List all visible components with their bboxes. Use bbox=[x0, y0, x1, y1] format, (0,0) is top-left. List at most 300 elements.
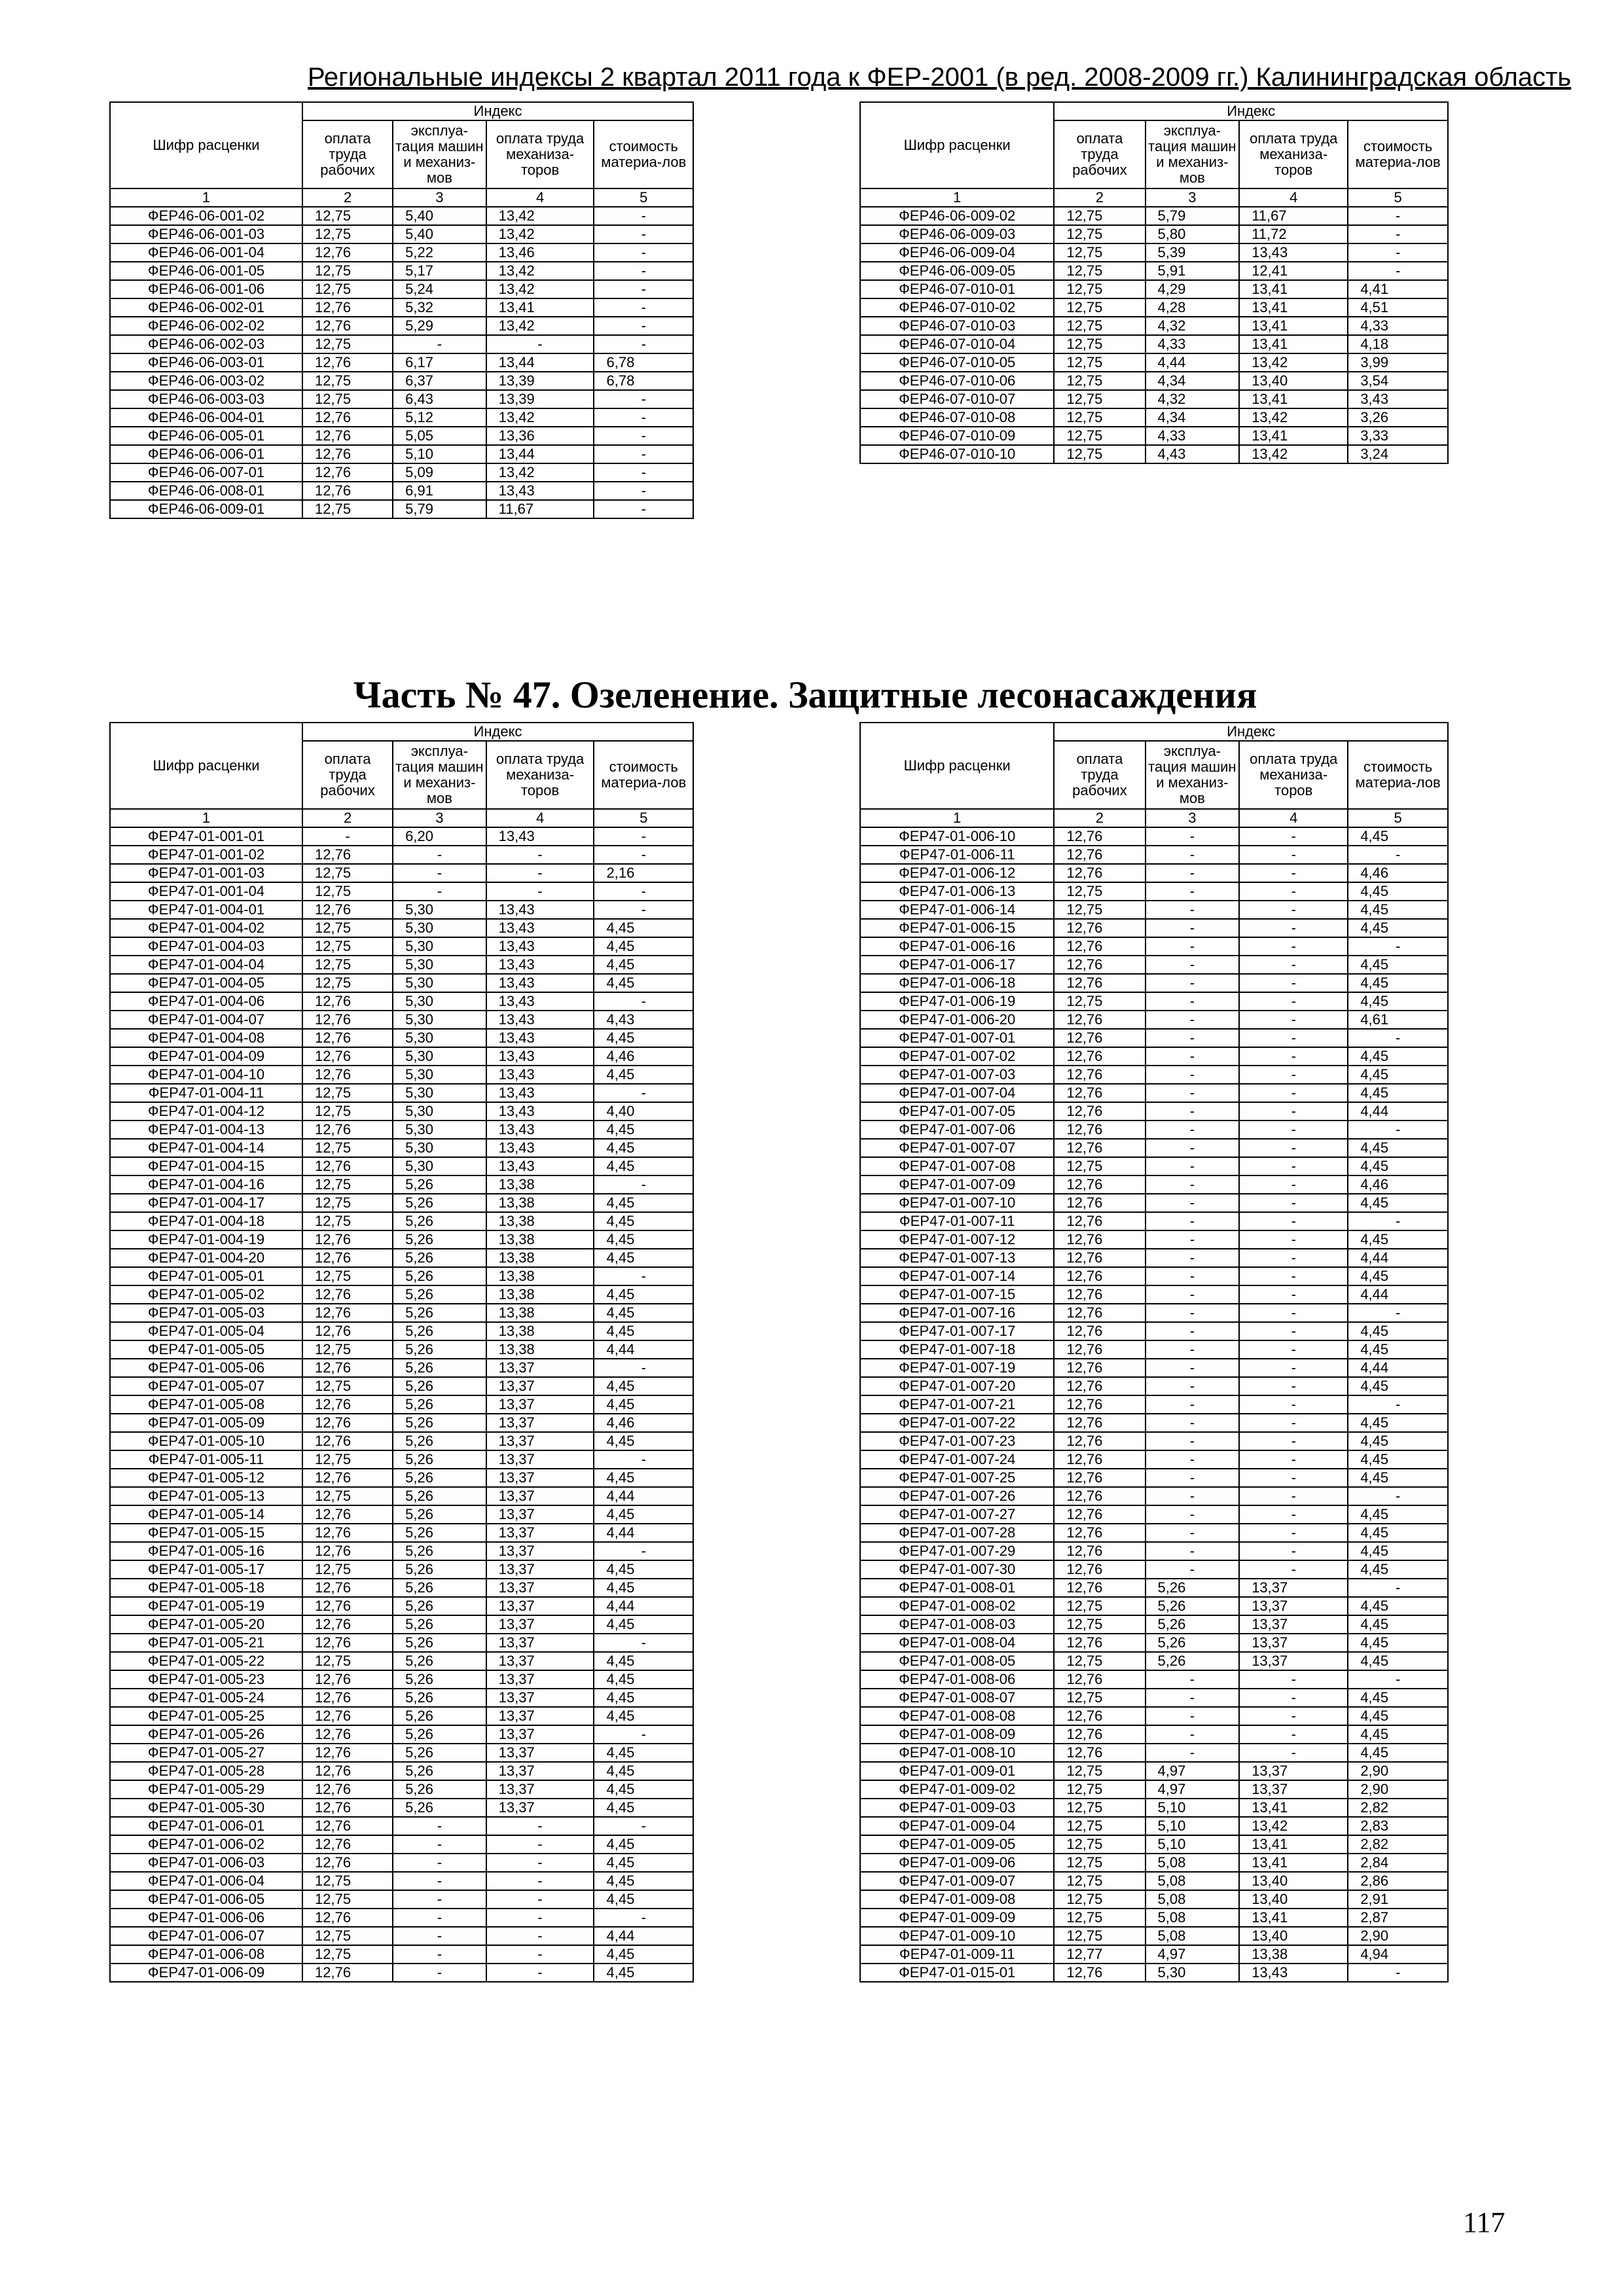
table-row bbox=[860, 1652, 1448, 1670]
index-value-cell: 4,45 bbox=[594, 1377, 693, 1395]
index-value-cell: 4,97 bbox=[1146, 1762, 1240, 1780]
rate-code-cell: ФЕР47-01-007-22 bbox=[860, 1414, 1054, 1432]
index-value-cell: 5,26 bbox=[393, 1762, 486, 1780]
index-value-cell: - bbox=[393, 846, 486, 864]
table-row bbox=[110, 1707, 693, 1725]
index-value-cell: 12,75 bbox=[1054, 1872, 1145, 1890]
table-row bbox=[860, 1267, 1448, 1285]
index-value-cell: 3,24 bbox=[1348, 445, 1448, 463]
column-number: 2 bbox=[1054, 188, 1145, 207]
index-value-cell: 12,75 bbox=[302, 390, 393, 408]
index-value-cell: 3,54 bbox=[1348, 372, 1448, 390]
index-value-cell: - bbox=[594, 500, 693, 518]
rate-code-cell: ФЕР47-01-008-01 bbox=[860, 1579, 1054, 1597]
table-row bbox=[110, 1890, 693, 1909]
rate-code-cell: ФЕР47-01-007-24 bbox=[860, 1450, 1054, 1469]
index-value-cell: - bbox=[486, 864, 594, 882]
index-value-cell: 12,76 bbox=[1054, 1744, 1145, 1762]
index-value-cell: 12,76 bbox=[302, 1121, 393, 1139]
index-value-cell: - bbox=[1239, 901, 1348, 919]
table-row bbox=[110, 1689, 693, 1707]
index-value-cell: 13,42 bbox=[1239, 408, 1348, 427]
column-header-labor: оплата труда рабочих bbox=[1054, 120, 1145, 188]
index-value-cell: 12,41 bbox=[1239, 262, 1348, 280]
rate-code-cell: ФЕР47-01-005-17 bbox=[110, 1560, 302, 1579]
index-value-cell: 13,43 bbox=[486, 1157, 594, 1175]
table-row bbox=[110, 1340, 693, 1359]
index-value-cell: 4,45 bbox=[594, 1744, 693, 1762]
table-row bbox=[860, 1634, 1448, 1652]
index-value-cell: - bbox=[1146, 1524, 1240, 1542]
index-value-cell: 5,08 bbox=[1146, 1890, 1240, 1909]
index-value-cell: 12,75 bbox=[302, 1945, 393, 1964]
rate-code-cell: ФЕР47-01-007-06 bbox=[860, 1121, 1054, 1139]
rate-code-cell: ФЕР47-01-007-08 bbox=[860, 1157, 1054, 1175]
table-row bbox=[860, 445, 1448, 463]
index-value-cell: - bbox=[486, 846, 594, 864]
index-value-cell: 4,51 bbox=[1348, 298, 1448, 317]
index-value-cell: 2,87 bbox=[1348, 1909, 1448, 1927]
table-row bbox=[110, 1450, 693, 1469]
table-row bbox=[860, 280, 1448, 298]
index-value-cell: 6,91 bbox=[393, 482, 486, 500]
index-value-cell: 5,30 bbox=[393, 1084, 486, 1102]
index-value-cell: 12,75 bbox=[1054, 427, 1145, 445]
table-row bbox=[860, 1964, 1448, 1982]
index-value-cell: 13,38 bbox=[1239, 1945, 1348, 1964]
rate-code-cell: ФЕР47-01-007-21 bbox=[860, 1395, 1054, 1414]
index-value-cell: 4,45 bbox=[1348, 919, 1448, 937]
index-value-cell: 12,76 bbox=[1054, 1469, 1145, 1487]
index-value-cell: 12,76 bbox=[1054, 864, 1145, 882]
index-value-cell: - bbox=[1146, 937, 1240, 956]
index-value-cell: - bbox=[1239, 1707, 1348, 1725]
column-header-labor: оплата труда рабочих bbox=[302, 741, 393, 809]
index-value-cell: - bbox=[1239, 1469, 1348, 1487]
index-value-cell: - bbox=[1239, 1450, 1348, 1469]
index-value-cell: 12,75 bbox=[302, 937, 393, 956]
table-row bbox=[860, 1377, 1448, 1395]
index-value-cell: 5,26 bbox=[1146, 1597, 1240, 1615]
index-value-cell: 13,44 bbox=[486, 353, 594, 372]
index-value-cell: 13,37 bbox=[486, 1780, 594, 1799]
column-header-materials: стоимость материа-лов bbox=[1348, 120, 1448, 188]
table-row bbox=[110, 1579, 693, 1597]
index-value-cell: 12,75 bbox=[302, 372, 393, 390]
index-value-cell: 4,28 bbox=[1146, 298, 1240, 317]
table-row bbox=[110, 1835, 693, 1854]
index-value-cell: 13,37 bbox=[486, 1652, 594, 1670]
table-row bbox=[110, 335, 693, 353]
rate-code-cell: ФЕР47-01-005-21 bbox=[110, 1634, 302, 1652]
index-value-cell: 12,76 bbox=[302, 408, 393, 427]
index-value-cell: 4,45 bbox=[1348, 1157, 1448, 1175]
rate-code-cell: ФЕР47-01-005-07 bbox=[110, 1377, 302, 1395]
rate-code-cell: ФЕР46-06-005-01 bbox=[110, 427, 302, 445]
index-value-cell: - bbox=[1239, 827, 1348, 846]
index-value-cell: - bbox=[594, 1725, 693, 1744]
index-value-cell: - bbox=[1239, 1047, 1348, 1066]
index-value-cell: 13,43 bbox=[486, 974, 594, 992]
column-header-index: Индекс bbox=[302, 102, 693, 120]
index-value-cell: - bbox=[1146, 992, 1240, 1011]
index-value-cell: - bbox=[1146, 1414, 1240, 1432]
index-value-cell: 12,76 bbox=[302, 1011, 393, 1029]
index-value-cell: 4,45 bbox=[1348, 1597, 1448, 1615]
rate-code-cell: ФЕР47-01-007-09 bbox=[860, 1175, 1054, 1194]
column-header-materials: стоимость материа-лов bbox=[594, 741, 693, 809]
index-value-cell: 12,75 bbox=[1054, 1799, 1145, 1817]
rate-code-cell: ФЕР47-01-005-22 bbox=[110, 1652, 302, 1670]
index-value-cell: 5,08 bbox=[1146, 1927, 1240, 1945]
index-value-cell: 13,37 bbox=[486, 1395, 594, 1414]
index-value-cell: 12,75 bbox=[302, 974, 393, 992]
index-value-cell: 4,45 bbox=[1348, 827, 1448, 846]
index-value-cell: 13,41 bbox=[486, 298, 594, 317]
index-value-cell: - bbox=[1146, 1469, 1240, 1487]
column-header-operator: оплата труда механиза-торов bbox=[1239, 120, 1348, 188]
index-value-cell: 4,18 bbox=[1348, 335, 1448, 353]
rate-code-cell: ФЕР47-01-007-25 bbox=[860, 1469, 1054, 1487]
rate-code-cell: ФЕР46-06-009-04 bbox=[860, 243, 1054, 262]
index-value-cell: 3,33 bbox=[1348, 427, 1448, 445]
index-value-cell: - bbox=[1348, 1395, 1448, 1414]
index-value-cell: - bbox=[594, 992, 693, 1011]
index-value-cell: 4,32 bbox=[1146, 390, 1240, 408]
index-value-cell: 5,30 bbox=[393, 956, 486, 974]
index-value-cell: - bbox=[1146, 1450, 1240, 1469]
rate-code-cell: ФЕР47-01-009-11 bbox=[860, 1945, 1054, 1964]
table-row bbox=[110, 956, 693, 974]
index-value-cell: 5,26 bbox=[393, 1230, 486, 1249]
index-value-cell: 12,76 bbox=[302, 1725, 393, 1744]
index-value-cell: 2,90 bbox=[1348, 1927, 1448, 1945]
index-value-cell: - bbox=[1239, 1084, 1348, 1102]
rate-code-cell: ФЕР47-01-006-19 bbox=[860, 992, 1054, 1011]
index-value-cell: 12,75 bbox=[302, 262, 393, 280]
index-value-cell: 12,76 bbox=[302, 1634, 393, 1652]
index-value-cell: 12,75 bbox=[1054, 243, 1145, 262]
index-value-cell: - bbox=[486, 1927, 594, 1945]
index-value-cell: - bbox=[486, 1945, 594, 1964]
table-row bbox=[860, 1249, 1448, 1267]
index-value-cell: 13,37 bbox=[486, 1560, 594, 1579]
rate-code-cell: ФЕР47-01-004-05 bbox=[110, 974, 302, 992]
index-value-cell: - bbox=[1239, 1230, 1348, 1249]
column-header-machine: эксплуа-тация машин и механиз-мов bbox=[1146, 741, 1240, 809]
index-value-cell: - bbox=[1239, 1102, 1348, 1121]
index-value-cell: - bbox=[1146, 1084, 1240, 1102]
index-value-cell: 5,26 bbox=[393, 1469, 486, 1487]
rate-code-cell: ФЕР47-01-007-05 bbox=[860, 1102, 1054, 1121]
table-row bbox=[860, 1304, 1448, 1322]
index-value-cell: - bbox=[393, 1872, 486, 1890]
index-value-cell: 12,75 bbox=[1054, 1890, 1145, 1909]
index-value-cell: - bbox=[486, 1872, 594, 1890]
table-row bbox=[110, 445, 693, 463]
column-number: 4 bbox=[486, 188, 594, 207]
index-value-cell: 2,91 bbox=[1348, 1890, 1448, 1909]
index-value-cell: - bbox=[486, 1854, 594, 1872]
rate-code-cell: ФЕР47-01-005-04 bbox=[110, 1322, 302, 1340]
index-value-cell: 12,75 bbox=[302, 1927, 393, 1945]
index-value-cell: - bbox=[1146, 1066, 1240, 1084]
index-value-cell: 13,37 bbox=[486, 1615, 594, 1634]
index-value-cell: 12,76 bbox=[302, 846, 393, 864]
index-value-cell: - bbox=[594, 280, 693, 298]
index-value-cell: - bbox=[1239, 1066, 1348, 1084]
rate-code-cell: ФЕР47-01-007-04 bbox=[860, 1084, 1054, 1102]
index-value-cell: 4,94 bbox=[1348, 1945, 1448, 1964]
table-row bbox=[860, 1744, 1448, 1762]
index-value-cell: 5,30 bbox=[393, 901, 486, 919]
index-value-cell: 13,43 bbox=[1239, 243, 1348, 262]
index-value-cell: - bbox=[594, 1084, 693, 1102]
table-row bbox=[110, 500, 693, 518]
index-value-cell: 12,76 bbox=[302, 1249, 393, 1267]
column-number: 3 bbox=[393, 809, 486, 827]
rate-code-cell: ФЕР47-01-008-10 bbox=[860, 1744, 1054, 1762]
table-row bbox=[860, 390, 1448, 408]
column-number: 1 bbox=[860, 809, 1054, 827]
rate-code-cell: ФЕР47-01-004-08 bbox=[110, 1029, 302, 1047]
index-value-cell: 4,45 bbox=[594, 1194, 693, 1212]
table-row bbox=[860, 827, 1448, 846]
index-value-cell: 4,41 bbox=[1348, 280, 1448, 298]
index-value-cell: 13,37 bbox=[486, 1469, 594, 1487]
index-value-cell: 4,45 bbox=[1348, 1689, 1448, 1707]
table-row bbox=[110, 1432, 693, 1450]
table-row bbox=[860, 1927, 1448, 1945]
column-header-machine: эксплуа-тация машин и механиз-мов bbox=[1146, 120, 1240, 188]
table-row bbox=[110, 1560, 693, 1579]
rate-code-cell: ФЕР46-07-010-08 bbox=[860, 408, 1054, 427]
rate-code-cell: ФЕР47-01-007-16 bbox=[860, 1304, 1054, 1322]
index-value-cell: - bbox=[1348, 1029, 1448, 1047]
index-value-cell: 5,26 bbox=[393, 1414, 486, 1432]
index-value-cell: 13,43 bbox=[486, 937, 594, 956]
table-row bbox=[860, 1909, 1448, 1927]
index-value-cell: 13,37 bbox=[486, 1670, 594, 1689]
index-value-cell: - bbox=[1239, 1670, 1348, 1689]
table-row bbox=[860, 1230, 1448, 1249]
table-row bbox=[860, 1707, 1448, 1725]
rate-code-cell: ФЕР47-01-006-07 bbox=[110, 1927, 302, 1945]
index-value-cell: 4,45 bbox=[594, 1652, 693, 1670]
index-value-cell: 12,75 bbox=[1054, 317, 1145, 335]
index-value-cell: 6,17 bbox=[393, 353, 486, 372]
index-value-cell: - bbox=[1146, 901, 1240, 919]
index-value-cell: 5,26 bbox=[1146, 1579, 1240, 1597]
index-value-cell: - bbox=[1239, 1505, 1348, 1524]
index-value-cell: - bbox=[1239, 1340, 1348, 1359]
index-value-cell: 12,76 bbox=[302, 1524, 393, 1542]
index-value-cell: 12,76 bbox=[302, 317, 393, 335]
index-value-cell: - bbox=[1239, 1175, 1348, 1194]
index-value-cell: - bbox=[1146, 1542, 1240, 1560]
index-value-cell: 12,76 bbox=[302, 243, 393, 262]
index-value-cell: 5,26 bbox=[393, 1450, 486, 1469]
index-value-cell: 5,22 bbox=[393, 243, 486, 262]
index-value-cell: 4,45 bbox=[1348, 1560, 1448, 1579]
table-row bbox=[860, 317, 1448, 335]
table-row bbox=[860, 1469, 1448, 1487]
rate-code-cell: ФЕР46-07-010-10 bbox=[860, 445, 1054, 463]
index-value-cell: 5,26 bbox=[393, 1487, 486, 1505]
index-value-cell: 4,44 bbox=[1348, 1249, 1448, 1267]
rate-code-cell: ФЕР46-07-010-03 bbox=[860, 317, 1054, 335]
index-value-cell: 12,75 bbox=[302, 1175, 393, 1194]
index-value-cell: 4,45 bbox=[594, 1560, 693, 1579]
table-row bbox=[860, 1047, 1448, 1066]
index-value-cell: 12,76 bbox=[1054, 1102, 1145, 1121]
index-value-cell: 4,45 bbox=[594, 1322, 693, 1340]
rate-code-cell: ФЕР47-01-005-19 bbox=[110, 1597, 302, 1615]
index-value-cell: 4,45 bbox=[1348, 1340, 1448, 1359]
column-number: 5 bbox=[1348, 188, 1448, 207]
rate-code-cell: ФЕР47-01-006-20 bbox=[860, 1011, 1054, 1029]
index-value-cell: 13,37 bbox=[486, 1579, 594, 1597]
index-value-cell: 12,76 bbox=[302, 1817, 393, 1835]
index-value-cell: 13,38 bbox=[486, 1340, 594, 1359]
index-value-cell: 4,45 bbox=[594, 1304, 693, 1322]
index-value-cell: 13,43 bbox=[486, 1121, 594, 1139]
index-value-cell: 5,26 bbox=[393, 1395, 486, 1414]
index-value-cell: - bbox=[1239, 1029, 1348, 1047]
index-value-cell: 5,30 bbox=[1146, 1964, 1240, 1982]
column-number: 1 bbox=[860, 188, 1054, 207]
rate-code-cell: ФЕР46-06-009-05 bbox=[860, 262, 1054, 280]
index-value-cell: 12,75 bbox=[1054, 1780, 1145, 1799]
index-value-cell: - bbox=[1146, 1670, 1240, 1689]
rate-code-cell: ФЕР47-01-001-03 bbox=[110, 864, 302, 882]
index-value-cell: 5,26 bbox=[393, 1780, 486, 1799]
index-value-cell: 12,76 bbox=[302, 1854, 393, 1872]
index-value-cell: 5,30 bbox=[393, 974, 486, 992]
index-value-cell: - bbox=[1239, 1524, 1348, 1542]
index-value-cell: - bbox=[1146, 1725, 1240, 1744]
index-value-cell: 12,76 bbox=[1054, 1047, 1145, 1066]
index-value-cell: 12,75 bbox=[1054, 280, 1145, 298]
index-value-cell: 4,45 bbox=[1348, 1084, 1448, 1102]
column-header-operator: оплата труда механиза-торов bbox=[486, 741, 594, 809]
index-value-cell: 12,75 bbox=[1054, 992, 1145, 1011]
index-value-cell: - bbox=[1348, 262, 1448, 280]
index-value-cell: 13,43 bbox=[486, 482, 594, 500]
rate-code-cell: ФЕР47-01-005-10 bbox=[110, 1432, 302, 1450]
index-value-cell: 12,76 bbox=[302, 1230, 393, 1249]
table-row bbox=[110, 1194, 693, 1212]
table-row bbox=[860, 1670, 1448, 1689]
index-value-cell: 12,75 bbox=[302, 1102, 393, 1121]
index-value-cell: 13,40 bbox=[1239, 1872, 1348, 1890]
index-value-cell: 5,26 bbox=[393, 1212, 486, 1230]
index-value-cell: 12,75 bbox=[302, 882, 393, 901]
rate-code-cell: ФЕР47-01-005-02 bbox=[110, 1285, 302, 1304]
index-value-cell: - bbox=[1239, 882, 1348, 901]
index-value-cell: 12,76 bbox=[302, 1157, 393, 1175]
table-row bbox=[110, 1121, 693, 1139]
index-value-cell: 12,76 bbox=[302, 901, 393, 919]
index-value-cell: 5,26 bbox=[393, 1505, 486, 1524]
index-value-cell: 11,72 bbox=[1239, 225, 1348, 243]
table-row bbox=[110, 1799, 693, 1817]
table-row bbox=[110, 1909, 693, 1927]
rate-code-cell: ФЕР47-01-007-14 bbox=[860, 1267, 1054, 1285]
rate-code-cell: ФЕР47-01-005-06 bbox=[110, 1359, 302, 1377]
table-row bbox=[110, 427, 693, 445]
index-value-cell: 2,90 bbox=[1348, 1780, 1448, 1799]
index-value-cell: 4,44 bbox=[594, 1340, 693, 1359]
index-value-cell: 13,42 bbox=[486, 317, 594, 335]
index-value-cell: 12,76 bbox=[302, 445, 393, 463]
index-value-cell: 12,75 bbox=[1054, 372, 1145, 390]
index-value-cell: 12,76 bbox=[1054, 827, 1145, 846]
rate-code-cell: ФЕР47-01-007-03 bbox=[860, 1066, 1054, 1084]
rate-code-cell: ФЕР47-01-004-13 bbox=[110, 1121, 302, 1139]
index-value-cell: - bbox=[1146, 1395, 1240, 1414]
rate-code-cell: ФЕР47-01-008-09 bbox=[860, 1725, 1054, 1744]
table-row bbox=[860, 1689, 1448, 1707]
index-value-cell: 13,37 bbox=[486, 1359, 594, 1377]
rate-code-cell: ФЕР47-01-007-29 bbox=[860, 1542, 1054, 1560]
index-value-cell: - bbox=[594, 882, 693, 901]
index-value-cell: - bbox=[1348, 243, 1448, 262]
rate-code-cell: ФЕР46-06-002-02 bbox=[110, 317, 302, 335]
column-header-operator: оплата труда механиза-торов bbox=[1239, 741, 1348, 809]
rate-code-cell: ФЕР46-06-002-01 bbox=[110, 298, 302, 317]
index-value-cell: 4,44 bbox=[594, 1524, 693, 1542]
table-row bbox=[860, 846, 1448, 864]
rate-code-cell: ФЕР47-01-007-07 bbox=[860, 1139, 1054, 1157]
rate-code-cell: ФЕР46-06-001-04 bbox=[110, 243, 302, 262]
index-value-cell: - bbox=[393, 1927, 486, 1945]
index-value-cell: 12,76 bbox=[1054, 1670, 1145, 1689]
index-value-cell: - bbox=[1239, 1395, 1348, 1414]
index-value-cell: - bbox=[1146, 1249, 1240, 1267]
table-row bbox=[860, 1175, 1448, 1194]
table-row bbox=[860, 1102, 1448, 1121]
column-header-code: Шифр расценки bbox=[860, 102, 1054, 188]
index-value-cell: - bbox=[1348, 1964, 1448, 1982]
index-value-cell: 4,44 bbox=[1348, 1285, 1448, 1304]
index-value-cell: - bbox=[1146, 956, 1240, 974]
rate-code-cell: ФЕР47-01-009-03 bbox=[860, 1799, 1054, 1817]
index-value-cell: 12,76 bbox=[1054, 1194, 1145, 1212]
rate-code-cell: ФЕР47-01-009-01 bbox=[860, 1762, 1054, 1780]
rate-code-cell: ФЕР47-01-005-15 bbox=[110, 1524, 302, 1542]
index-value-cell: - bbox=[1239, 1725, 1348, 1744]
rate-code-cell: ФЕР47-01-005-13 bbox=[110, 1487, 302, 1505]
index-value-cell: 12,77 bbox=[1054, 1945, 1145, 1964]
index-value-cell: 4,45 bbox=[1348, 956, 1448, 974]
index-value-cell: - bbox=[594, 335, 693, 353]
index-value-cell: - bbox=[1239, 1157, 1348, 1175]
rate-code-cell: ФЕР47-01-008-05 bbox=[860, 1652, 1054, 1670]
table-row bbox=[860, 901, 1448, 919]
column-header-materials: стоимость материа-лов bbox=[594, 120, 693, 188]
index-value-cell: 12,75 bbox=[1054, 298, 1145, 317]
index-value-cell: - bbox=[594, 1817, 693, 1835]
table-row bbox=[110, 1854, 693, 1872]
index-value-cell: 4,61 bbox=[1348, 1011, 1448, 1029]
index-value-cell: 13,43 bbox=[486, 992, 594, 1011]
index-value-cell: 5,79 bbox=[393, 500, 486, 518]
rate-code-cell: ФЕР47-01-005-01 bbox=[110, 1267, 302, 1285]
table-row bbox=[860, 1011, 1448, 1029]
table-row bbox=[110, 1524, 693, 1542]
index-value-cell: 12,76 bbox=[1054, 1267, 1145, 1285]
